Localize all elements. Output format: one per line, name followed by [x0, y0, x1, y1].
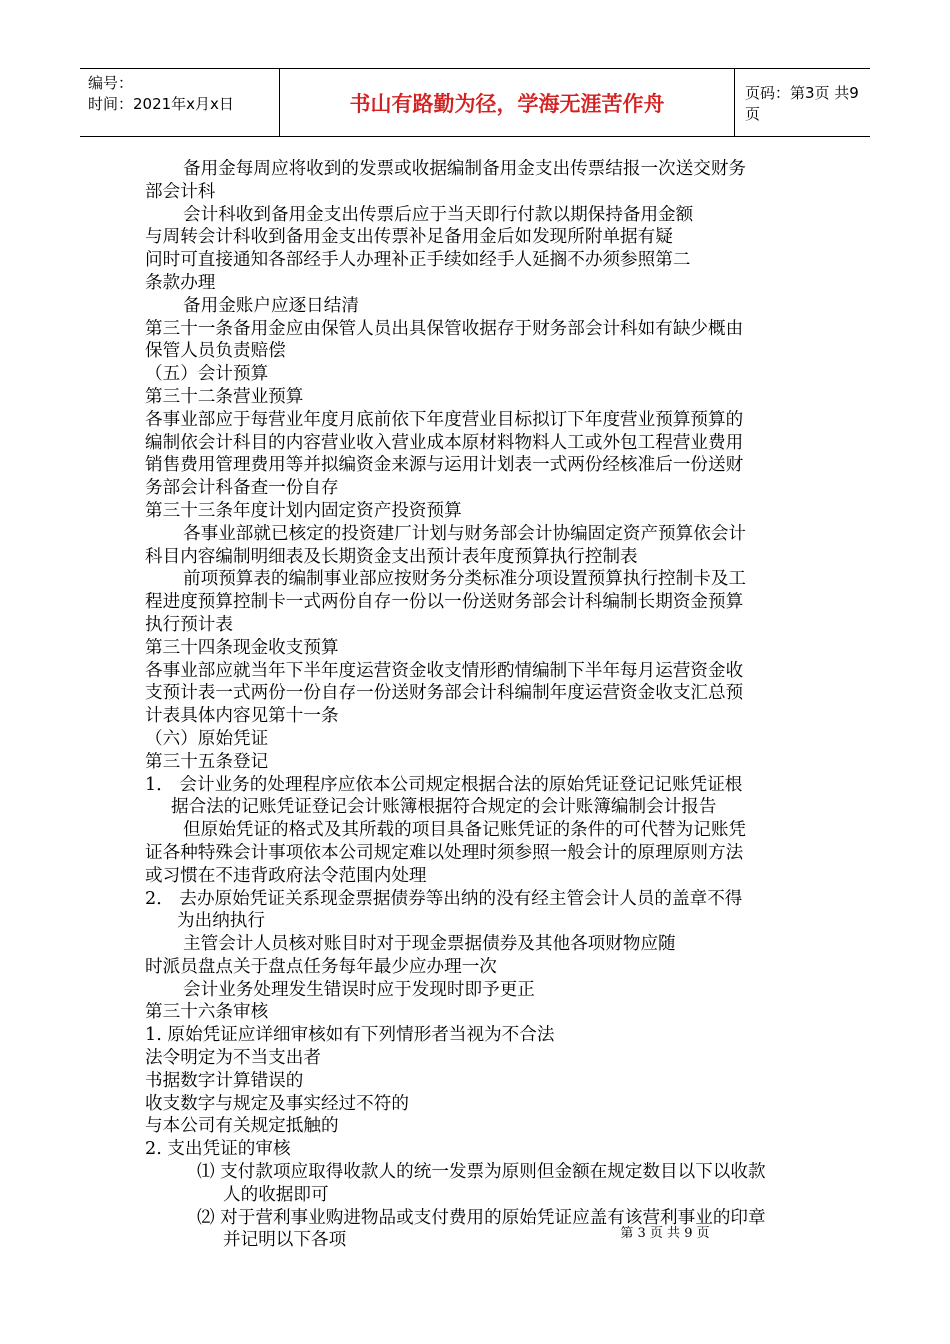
body-line: 与本公司有关规定抵触的 [145, 1116, 339, 1137]
body-line: 2. 支出凭证的审核 [145, 1139, 291, 1160]
body-line: 第三十六条审核 [145, 1002, 269, 1023]
body-line: 书据数字计算错误的 [145, 1070, 304, 1091]
body-line: 证各种特殊会计事项依本公司规定难以处理时须参照一般会计的原理原则方法 [145, 842, 744, 863]
body-line: 第三十一条备用金应由保管人员出具保管收据存于财务部会计科如有缺少概由 [145, 318, 744, 339]
body-line: 第三十四条现金收支预算 [145, 637, 339, 658]
body-line: （六）原始凭证 [145, 728, 269, 749]
body-line: 会计业务处理发生错误时应于发现时即予更正 [183, 979, 535, 1000]
body-line: 条款办理 [145, 272, 216, 293]
body-line: 与周转会计科收到备用金支出传票补足备用金后如发现所附单据有疑 [145, 227, 673, 248]
body-line: 人的收据即可 [223, 1184, 329, 1205]
body-line: 前项预算表的编制事业部应按财务分类标准分项设置预算执行控制卡及工 [183, 569, 747, 590]
header-left-cell [80, 69, 280, 136]
page-footer [0, 1222, 950, 1241]
body-line: 时派员盘点关于盘点任务每年最少应办理一次 [145, 956, 497, 977]
body-line: 销售费用管理费用等并拟编资金来源与运用计划表一式两份经核准后一份送财 [145, 455, 744, 476]
document-number: 编号： [88, 74, 134, 92]
body-line: 保管人员负责赔偿 [145, 341, 286, 362]
body-line: 1. 原始凭证应详细审核如有下列情形者当视为不合法 [145, 1025, 555, 1046]
body-line: ⑵ 对于营利事业购进物品或支付费用的原始凭证应盖有该营利事业的印章 [197, 1207, 766, 1228]
body-line: 备用金账户应逐日结清 [183, 295, 359, 316]
body-line: 部会计科 [145, 181, 216, 202]
page-footer-text: 第 3 页 共 9 页 [620, 1226, 710, 1241]
document-body [145, 158, 810, 1252]
body-line: 据合法的记账凭证登记会计账簿根据符合规定的会计账簿编制会计报告 [171, 797, 717, 818]
body-line: 1． 会计业务的处理程序应依本公司规定根据合法的原始凭证登记记账凭证根 [145, 774, 743, 795]
header-motto: 书山有路勤为径，学海无涯苦作舟 [280, 69, 735, 136]
body-line: 编制依会计科目的内容营业收入营业成本原材料物料人工或外包工程营业费用 [145, 432, 744, 453]
body-line: 各事业部应就当年下半年度运营资金收支情形酌情编制下半年每月运营资金收 [145, 660, 744, 681]
body-line: 并记明以下各项 [223, 1230, 347, 1251]
body-line: 支预计表一式两份一份自存一份送财务部会计科编制年度运营资金收支汇总预 [145, 683, 744, 704]
body-line: （五）会计预算 [145, 364, 269, 385]
body-line: 为出纳执行 [177, 911, 265, 932]
body-line: 各事业部就已核定的投资建厂计划与财务部会计协编固定资产预算依会计 [183, 523, 747, 544]
body-line: 执行预计表 [145, 614, 233, 635]
body-line: ⑴ 支付款项应取得收款人的统一发票为原则但金额在规定数目以下以收款 [197, 1162, 766, 1183]
body-line: 程进度预算控制卡一式两份自存一份以一份送财务部会计科编制长期资金预算 [145, 592, 744, 613]
body-line: 收支数字与规定及事实经过不符的 [145, 1093, 409, 1114]
body-line: 计表具体内容见第十一条 [145, 706, 339, 727]
body-line: 或习惯在不违背政府法令范围内处理 [145, 865, 427, 886]
body-line: 法令明定为不当支出者 [145, 1048, 321, 1069]
body-line: 第三十二条营业预算 [145, 386, 304, 407]
header-table [80, 68, 870, 137]
document-time: 时间：2021年x月x日 [88, 95, 234, 113]
body-line: 各事业部应于每营业年度月底前依下年度营业目标拟订下年度营业预算预算的 [145, 409, 744, 430]
body-line: 会计科收到备用金支出传票后应于当天即行付款以期保持备用金额 [183, 204, 694, 225]
body-line: 但原始凭证的格式及其所载的项目具备记账凭证的条件的可代替为记账凭 [183, 820, 747, 841]
body-line: 2． 去办原始凭证关系现金票据债券等出纳的没有经主管会计人员的盖章不得 [145, 888, 743, 909]
header-page-code: 页码：第3页 共9页 [745, 83, 859, 123]
body-line: 备用金每周应将收到的发票或收据编制备用金支出传票结报一次送交财务 [183, 159, 747, 179]
body-line: 务部会计科备查一份自存 [145, 478, 339, 499]
body-line: 第三十五条登记 [145, 751, 269, 772]
body-line: 主管会计人员核对账目时对于现金票据债券及其他各项财物应随 [183, 934, 676, 955]
body-line: 问时可直接通知各部经手人办理补正手续如经手人延搁不办须参照第二 [145, 250, 691, 271]
body-line: 第三十三条年度计划内固定资产投资预算 [145, 500, 462, 521]
body-line: 科目内容编制明细表及长期资金支出预计表年度预算执行控制表 [145, 546, 638, 567]
